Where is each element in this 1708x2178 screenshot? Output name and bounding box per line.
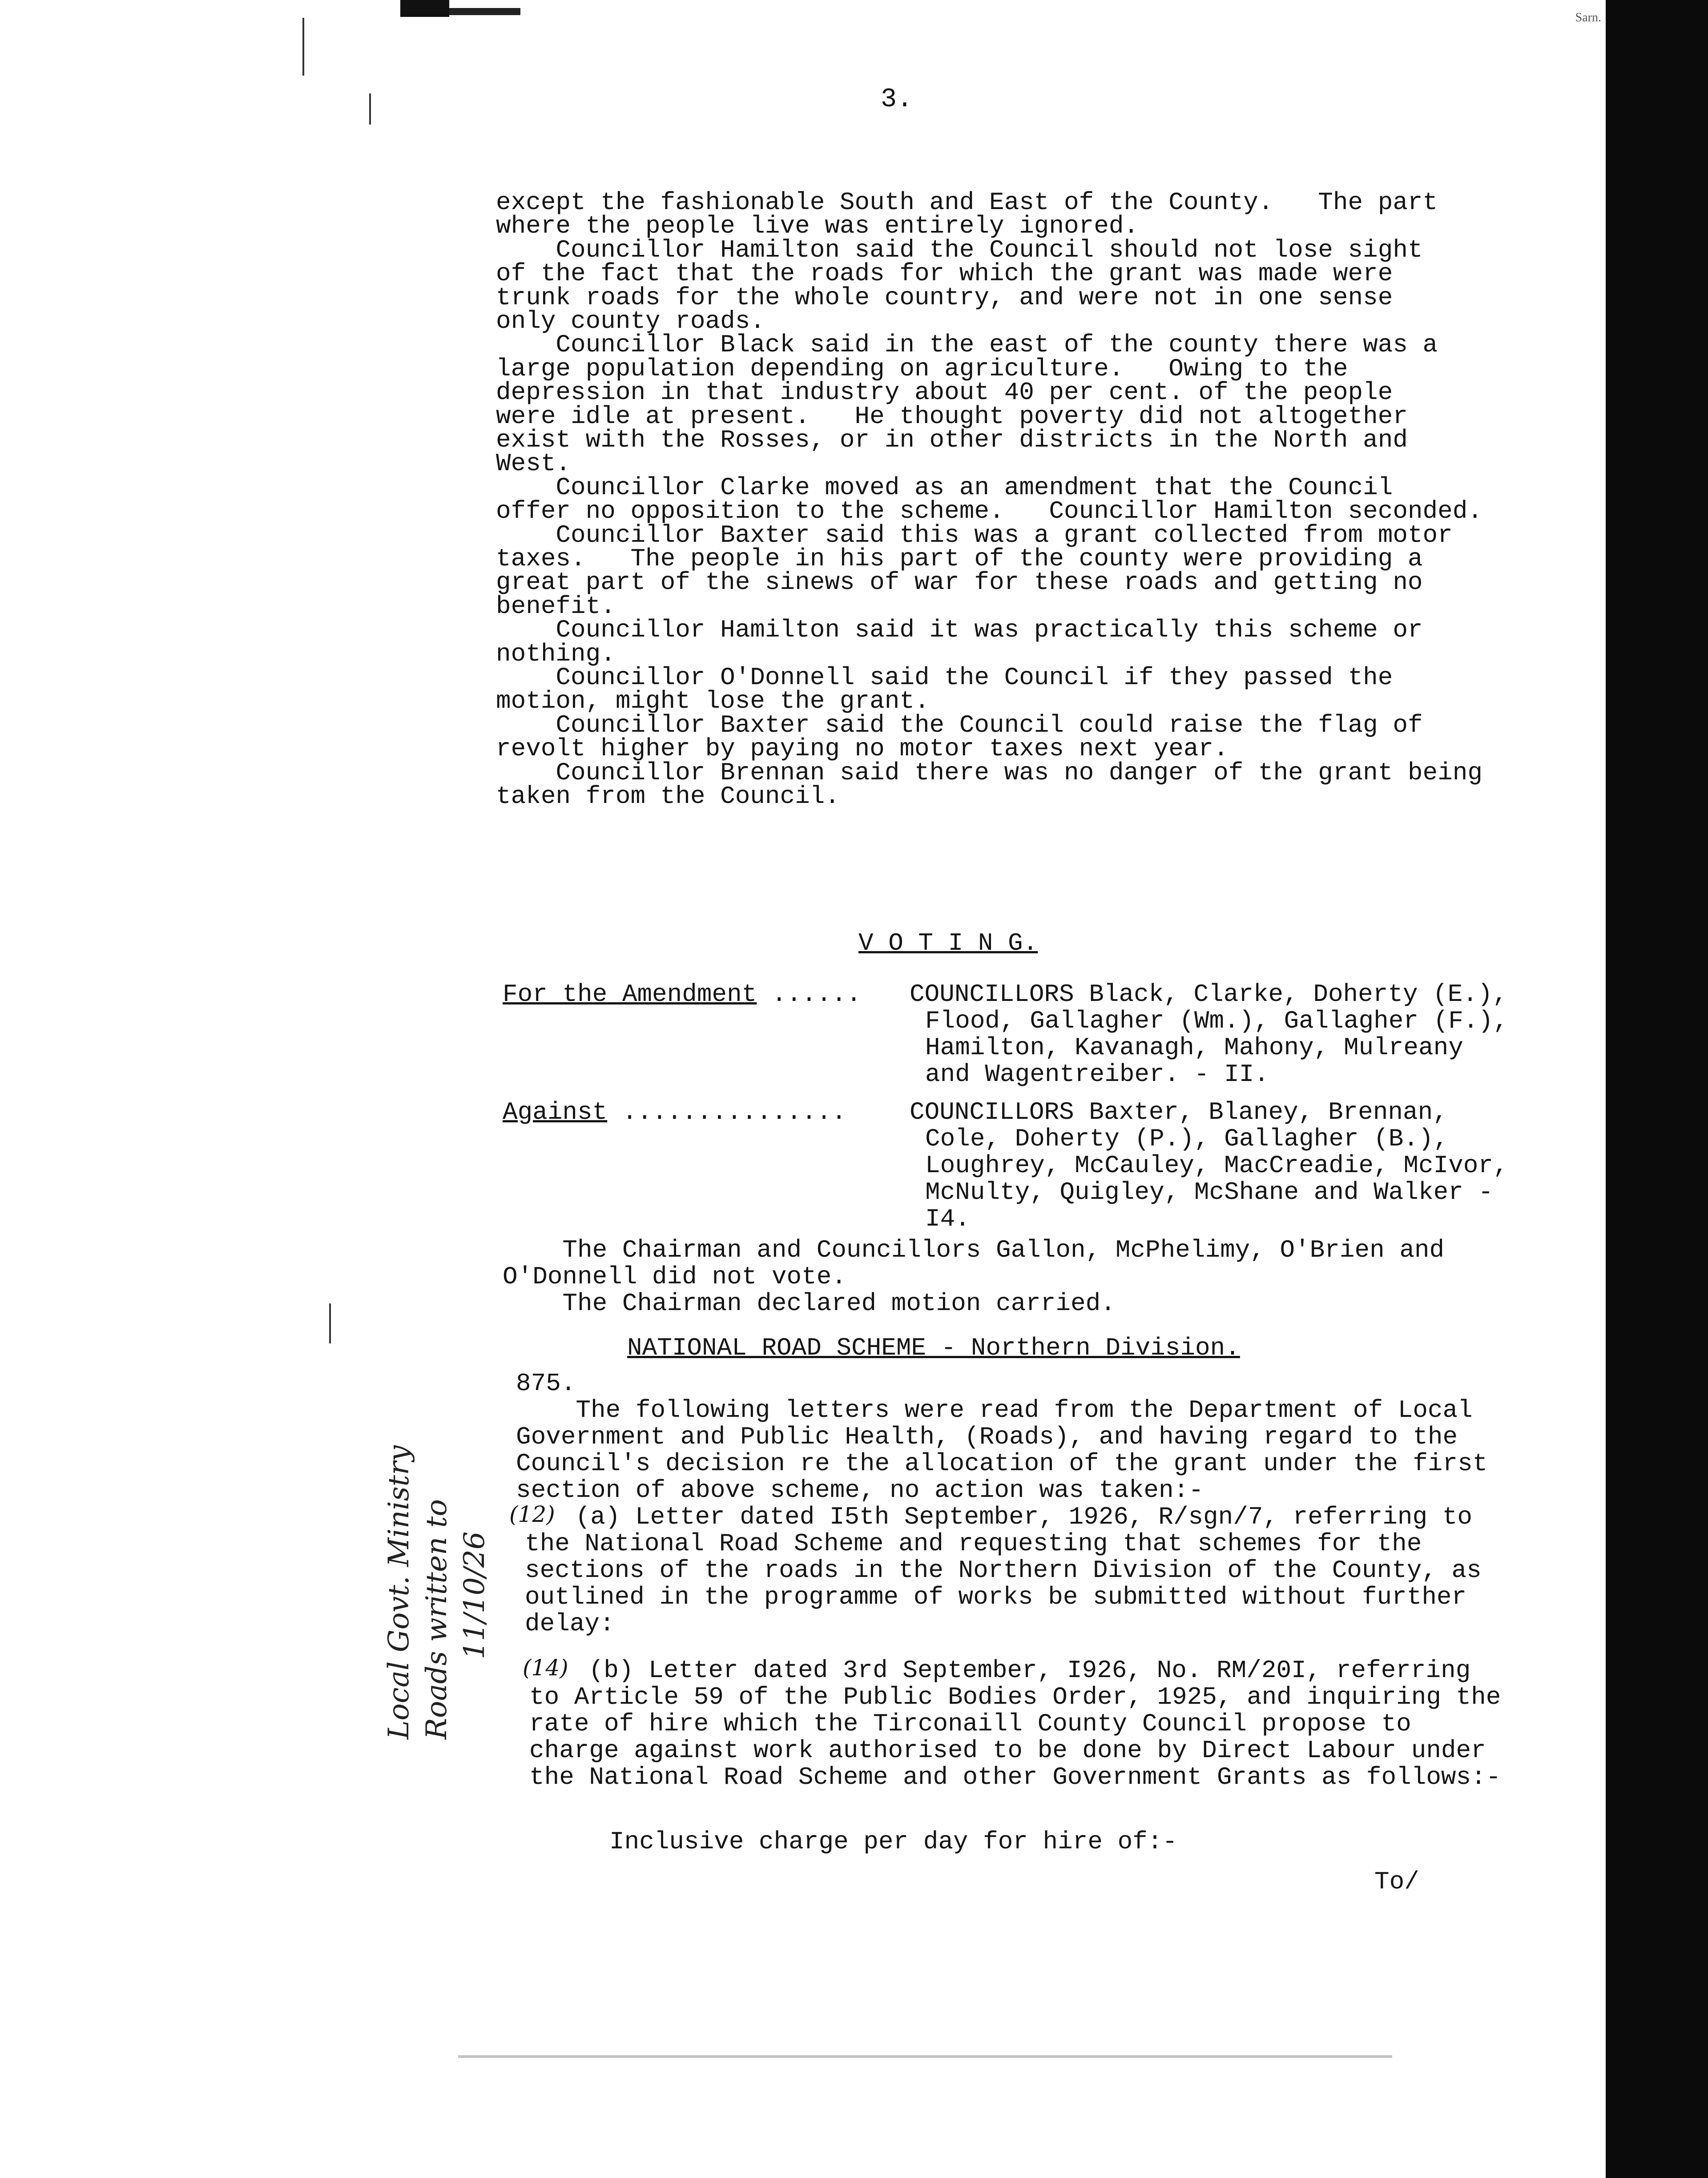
minutes-line: benefit. [496,592,616,621]
minutes-line: exist with the Rosses, or in other districts in the North and [496,426,1408,454]
minutes-line: Councillor Clarke moved as an amendment that the Council [496,473,1393,502]
minutes-line: Councillor Black said in the east of the county there was a [496,331,1438,359]
minutes-line: Councillor Brennan said there was no danger of the grant being [496,758,1482,787]
letter-b-line-5: the National Road Scheme and other Government Grants as follows:- [529,1763,1501,1791]
for-amendment-label: For the Amendment [503,980,757,1008]
minutes-line: taxes. The people in his part of the county were providing a [496,544,1423,573]
handwritten-margin-note [383,1410,516,1739]
minutes-line: where the people live was entirely ignored. [496,212,1139,240]
for-amendment-dots: ...... [757,980,877,1008]
against-names-2: Cole, Doherty (P.), Gallagher (B.), [925,1125,1449,1153]
inclusive-charge-line: Inclusive charge per day for hire of:- [609,1827,1178,1856]
scan-edge-right [1606,0,1708,2178]
against-label: Against [503,1098,608,1126]
motion-carried-line: The Chairman declared motion carried. [503,1289,1116,1318]
for-amendment-names-2: Flood, Gallagher (Wm.), Gallagher (F.), [925,1007,1508,1035]
intro-line-3: Council's decision re the allocation of the grant under the first [516,1449,1488,1478]
letter-a-line-2: the National Road Scheme and requesting that schemes for the [525,1529,1422,1558]
minutes-line: great part of the sinews of war for these roads and getting no [496,568,1423,597]
intro-line-2: Government and Public Health, (Roads), and having regard to the [516,1423,1458,1451]
voting-heading: V O T I N G. [858,929,1038,957]
against-names-1: COUNCILLORS Baxter, Blaney, Brennan, [910,1098,1448,1126]
for-amendment-names-3: Hamilton, Kavanagh, Mahony, Mulreany [925,1033,1463,1062]
letter-b-line-4: charge against work authorised to be done by Direct Labour under [529,1736,1486,1765]
letter-b-line-2: to Article 59 of the Public Bodies Order, 1925, and inquiring the [529,1683,1501,1711]
minutes-line: Councillor Baxter said the Council could raise the flag of [496,711,1423,739]
margin-note-line-1: Local Govt. Ministry [383,1445,415,1739]
minutes-line: depression in that industry about 40 per cent. of the people [496,378,1393,407]
margin-note-line-3: 11/10/26 [458,1531,491,1659]
margin-note-line-2: Roads written to [420,1499,453,1739]
minute-number: 875. [516,1369,576,1398]
minutes-line: trunk roads for the whole country, and were not in one sense [496,283,1393,312]
letter-b-handwritten-marker: (14) [523,1655,568,1681]
against-names-5: I4. [925,1205,970,1233]
catchword: To/ [1374,1867,1419,1896]
against-names-4: McNulty, Quigley, McShane and Walker - [925,1178,1494,1206]
letter-b-line-3: rate of hire which the Tirconaill County Council propose to [529,1710,1411,1738]
intro-line-1: The following letters were read from the Department of Local [516,1396,1473,1424]
minutes-line: nothing. [496,640,616,668]
against-row [503,1099,862,1125]
minutes-line: were idle at present. He thought poverty did not altogether [496,402,1408,431]
minutes-line: offer no opposition to the scheme. Councillor Hamilton seconded. [496,497,1482,525]
for-amendment-row [503,981,876,1008]
corner-mark: Sarn. [1575,11,1601,24]
minutes-line: Councillor Hamilton said the Council should not lose sight [496,236,1423,264]
against-names-3: Loughrey, McCauley, MacCreadie, McIvor, [925,1151,1508,1180]
minutes-line: Councillor Baxter said this was a grant collected from motor [496,521,1453,549]
letter-a-line-1: (a) Letter dated I5th September, 1926, R/sgn/7, referring to [560,1503,1472,1531]
minutes-line: large population depending on agriculture. Owing to the [496,355,1348,383]
minutes-line: West. [496,449,571,478]
for-amendment-names-4: and Wagentreiber. - II. [925,1060,1269,1089]
minutes-line: Councillor Hamilton said it was practically this scheme or [496,616,1423,644]
minutes-line: except the fashionable South and East of the County. The part [496,188,1438,217]
not-voted-line-2: O'Donnell did not vote. [503,1262,846,1291]
minutes-line: taken from the Council. [496,782,840,811]
minutes-line: of the fact that the roads for which the grant was made were [496,259,1393,288]
letter-a-line-5: delay: [525,1609,615,1638]
intro-line-4: section of above scheme, no action was taken:- [516,1476,1204,1504]
minutes-line: motion, might lose the grant. [496,687,930,715]
minutes-line: only county roads. [496,307,765,335]
letter-a-handwritten-marker: (12) [509,1501,555,1527]
page-number: 3. [881,85,913,115]
letter-a-line-3: sections of the roads in the Northern Division of the County, as [525,1556,1482,1585]
letter-b-line-1: (b) Letter dated 3rd September, I926, No. RM/20I, referring [574,1656,1471,1685]
against-dots: ............... [607,1098,862,1126]
minutes-line: revolt higher by paying no motor taxes next year. [496,734,1229,763]
for-amendment-names-1: COUNCILLORS Black, Clarke, Doherty (E.), [910,980,1508,1008]
not-voted-line-1: The Chairman and Councillors Gallon, McPhelimy, O'Brien and [503,1236,1445,1264]
letter-a-line-4: outlined in the programme of works be submitted without further [525,1583,1467,1611]
section-heading: NATIONAL ROAD SCHEME - Northern Division. [627,1334,1240,1362]
minutes-line: Councillor O'Donnell said the Council if they passed the [496,663,1393,692]
